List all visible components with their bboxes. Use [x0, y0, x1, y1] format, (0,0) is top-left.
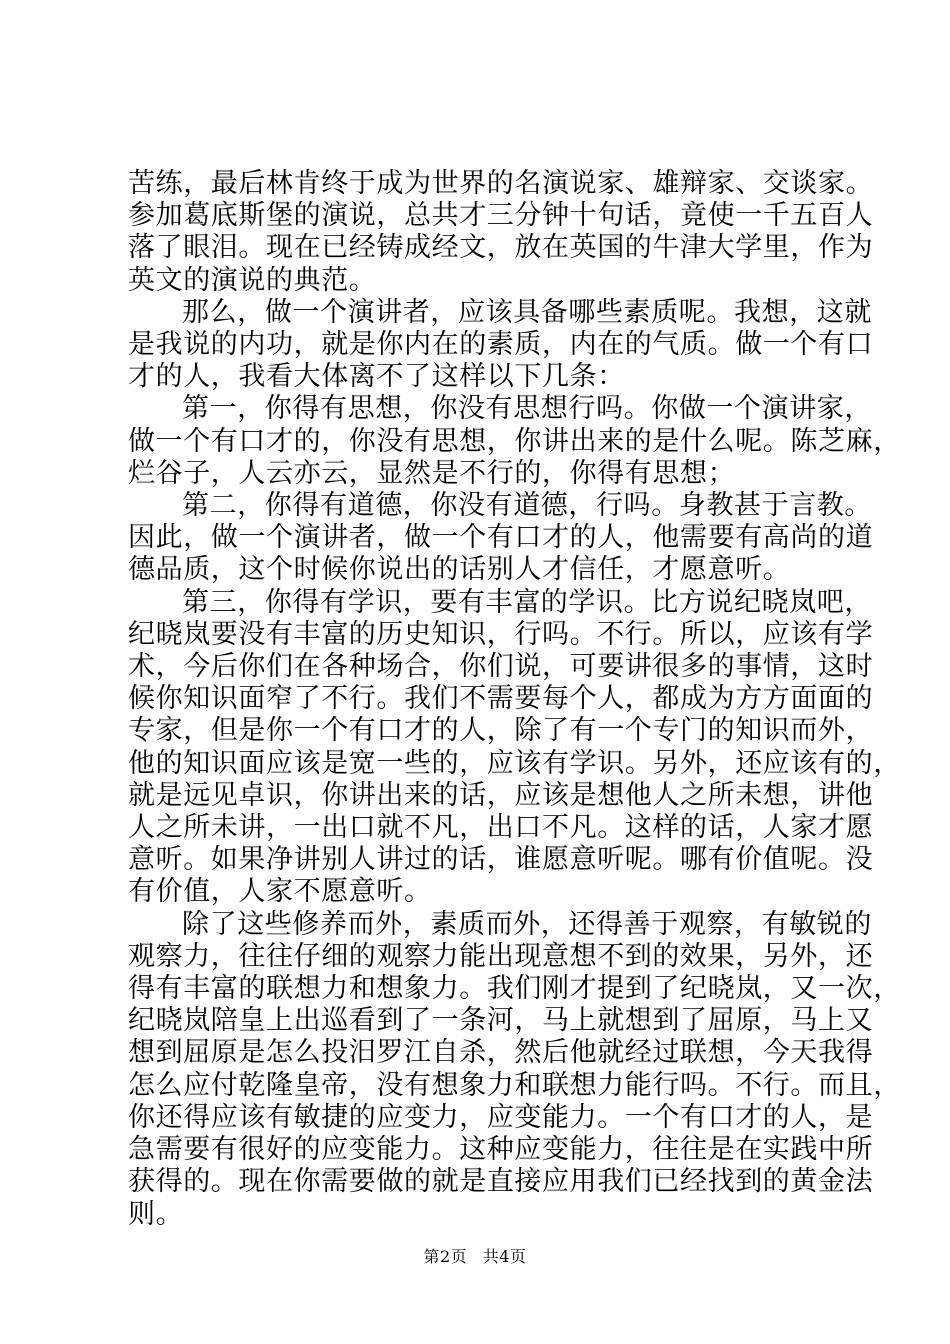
text-line: 是我说的内功，就是你内在的素质，内在的气质。做一个有口 — [128, 329, 874, 361]
paragraph — [128, 586, 901, 909]
text-line: 苦练，最后林肯终于成为世界的名演说家、雄辩家、交谈家。 — [128, 168, 874, 199]
text-line: 怎么应付乾隆皇帝，没有想象力和联想力能行吗。不行。而且， — [128, 1069, 901, 1101]
text-line: 候你知识面窄了不行。我们不需要每个人，都成为方方面面的 — [128, 683, 874, 715]
text-line: 纪晓岚要没有丰富的历史知识，行吗。不行。所以，应该有学 — [128, 618, 874, 650]
text-line: 观察力，往往仔细的观察力能出现意想不到的效果，另外，还 — [128, 940, 874, 972]
text-line: 做一个有口才的，你没有思想，你讲出来的是什么呢。陈芝麻， — [128, 425, 901, 457]
paragraph — [128, 168, 874, 297]
text-line: 有价值，人家不愿意听。 — [128, 876, 432, 908]
text-line: 纪晓岚陪皇上出巡看到了一条河，马上就想到了屈原，马上又 — [128, 1005, 874, 1037]
paragraph — [128, 490, 874, 587]
text-line: 获得的。现在你需要做的就是直接应用我们已经找到的黄金法 — [128, 1166, 874, 1198]
page-total: 共4页 — [482, 1247, 527, 1266]
text-line: 得有丰富的联想力和想象力。我们刚才提到了纪晓岚，又一次， — [128, 973, 901, 1005]
text-line: 想到屈原是怎么投汨罗江自杀，然后他就经过联想，今天我得 — [128, 1037, 874, 1069]
text-line: 那么，做一个演讲者，应该具备哪些素质呢。我想，这就 — [182, 296, 872, 328]
paragraph — [128, 908, 901, 1231]
text-line: 第三，你得有学识，要有丰富的学识。比方说纪晓岚吧， — [182, 586, 872, 618]
text-line: 落了眼泪。现在已经铸成经文，放在英国的牛津大学里，作为 — [128, 232, 874, 264]
text-line: 除了这些修养而外，素质而外，还得善于观察，有敏锐的 — [182, 908, 872, 940]
paragraph — [128, 393, 901, 490]
text-line: 急需要有很好的应变能力。这种应变能力，往往是在实践中所 — [128, 1134, 874, 1166]
text-line: 才的人，我看大体离不了这样以下几条： — [128, 361, 625, 393]
text-line: 专家，但是你一个有口才的人，除了有一个专门的知识而外， — [128, 715, 874, 747]
text-line: 第一，你得有思想，你没有思想行吗。你做一个演讲家， — [182, 393, 872, 425]
text-line: 他的知识面应该是宽一些的，应该有学识。另外，还应该有的， — [128, 747, 901, 779]
page-number: 第2页 — [423, 1247, 468, 1266]
page-footer — [0, 1244, 950, 1267]
text-line: 因此，做一个演讲者，做一个有口才的人，他需要有高尚的道 — [128, 522, 874, 554]
body-text — [128, 168, 901, 1231]
text-line: 英文的演说的典范。 — [128, 264, 377, 296]
text-line: 烂谷子，人云亦云，显然是不行的，你得有思想； — [128, 457, 736, 489]
text-line: 你还得应该有敏捷的应变力，应变能力。一个有口才的人，是 — [128, 1101, 874, 1133]
text-line: 德品质，这个时候你说出的话别人才信任，才愿意听。 — [128, 554, 791, 586]
text-line: 第二，你得有道德，你没有道德，行吗。身教甚于言教。 — [182, 490, 872, 522]
text-line: 术，今后你们在各种场合，你们说，可要讲很多的事情，这时 — [128, 651, 874, 683]
text-line: 人之所未讲，一出口就不凡，出口不凡。这样的话，人家才愿 — [128, 812, 874, 844]
text-line: 则。 — [128, 1198, 184, 1230]
paragraph — [128, 296, 874, 394]
text-line: 参加葛底斯堡的演说，总共才三分钟十句话，竟使一千五百人 — [128, 200, 874, 232]
text-line: 意听。如果净讲别人讲过的话，谁愿意听呢。哪有价值呢。没 — [128, 844, 874, 876]
text-line: 就是远见卓识，你讲出来的话，应该是想他人之所未想，讲他 — [128, 779, 874, 811]
